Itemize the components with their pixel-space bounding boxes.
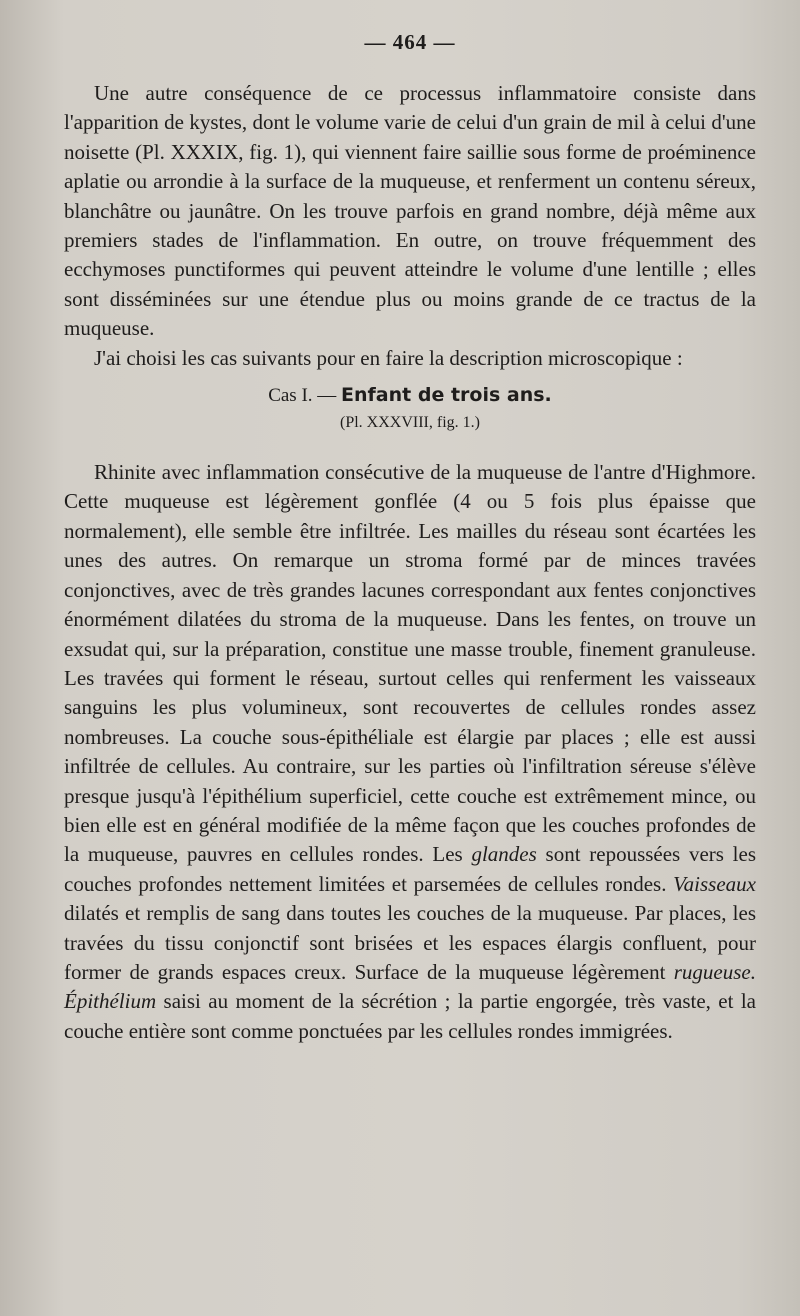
paragraph-cases-intro: J'ai choisi les cas suivants pour en faire la description microscopique : <box>94 345 683 370</box>
text-segment: dilatés et remplis de sang dans toutes les couches de la muqueuse. Par places, les travées du tissu conjonctif sont brisées et les espaces élargis confluent, pour former de grands espaces creux. Surface de la muqueuse légèrement <box>64 901 756 984</box>
text-segment: Rhinite avec inflammation consécutive de la muqueuse de l'antre d'Highmore. Cette muqueuse est légèrement gonflée (4 ou 5 fois plus épaisse que normalement), elle semble être infiltrée. Les mailles du réseau sont écartées les unes des autres. On remarque un stroma formé par de minces travées conjonctives, avec de très grandes lacunes correspondant aux fentes conjonctives énormément dilatées du stroma de la muqueuse. Dans les fentes, on trouve un exsudat qui, sur la préparation, constitue une masse trouble, finement granuleuse. Les travées qui forment le réseau, surtout celles qui renferment les vaisseaux sanguins les plus volumineux, sont recouvertes de cellules rondes assez nombreuses. La couche sous-épithéliale est élargie par places ; elle est aussi infiltrée de cellules. Au contraire, sur les parties où l'infiltration séreuse s'élève presque jusqu'à l'épithélium superficiel, cette couche est extrêmement mince, ou bien elle est en général modifiée de la même façon que les couches profondes de la muqueuse, pauvres en cellules rondes. Les <box>64 460 756 867</box>
paragraph-cysts: Une autre conséquence de ce processus inflammatoire consiste dans l'apparition de kystes, dont le volume varie de celui d'un grain de mil à celui d'une noisette (Pl. XXXIX, fig. 1), qui viennent faire saillie sous forme de proéminence aplatie ou arrondie à la surface de la muqueuse, et renferment un contenu séreux, blanchâtre ou jaunâtre. On les trouve parfois en grand nombre, déjà même aux premiers stades de l'inflammation. En outre, on trouve fréquemment des ecchymoses punctiformes qui peuvent atteindre le volume d'une lentille ; elles sont disséminées sur une étendue plus ou moins grande de ce tractus de la muqueuse. <box>64 81 756 341</box>
italic-term-glandes: glandes <box>471 842 537 867</box>
case-prefix: Cas I. — <box>268 385 342 407</box>
text-segment: saisi au moment de la sécrétion ; la partie engorgée, très vaste, et la couche entière sont comme ponctuées par les cellules rondes immigrées. <box>64 989 756 1043</box>
case-heading <box>64 381 756 410</box>
case-title: Enfant de trois ans. <box>341 384 552 407</box>
paragraph-case-description <box>64 458 756 1046</box>
text-segment: sont repoussées vers les couches profondes nettement limitées et parsemées de cellules rondes. <box>64 842 756 896</box>
italic-term-vaisseaux: Vaisseaux <box>673 871 756 896</box>
page-number: — 464 — <box>364 30 456 54</box>
italic-term-epithelium: Épithélium <box>64 989 157 1014</box>
italic-term-rugueuse: rugueuse. <box>673 959 756 984</box>
case-plate-reference: (Pl. XXXVIII, fig. 1.) <box>340 414 480 432</box>
